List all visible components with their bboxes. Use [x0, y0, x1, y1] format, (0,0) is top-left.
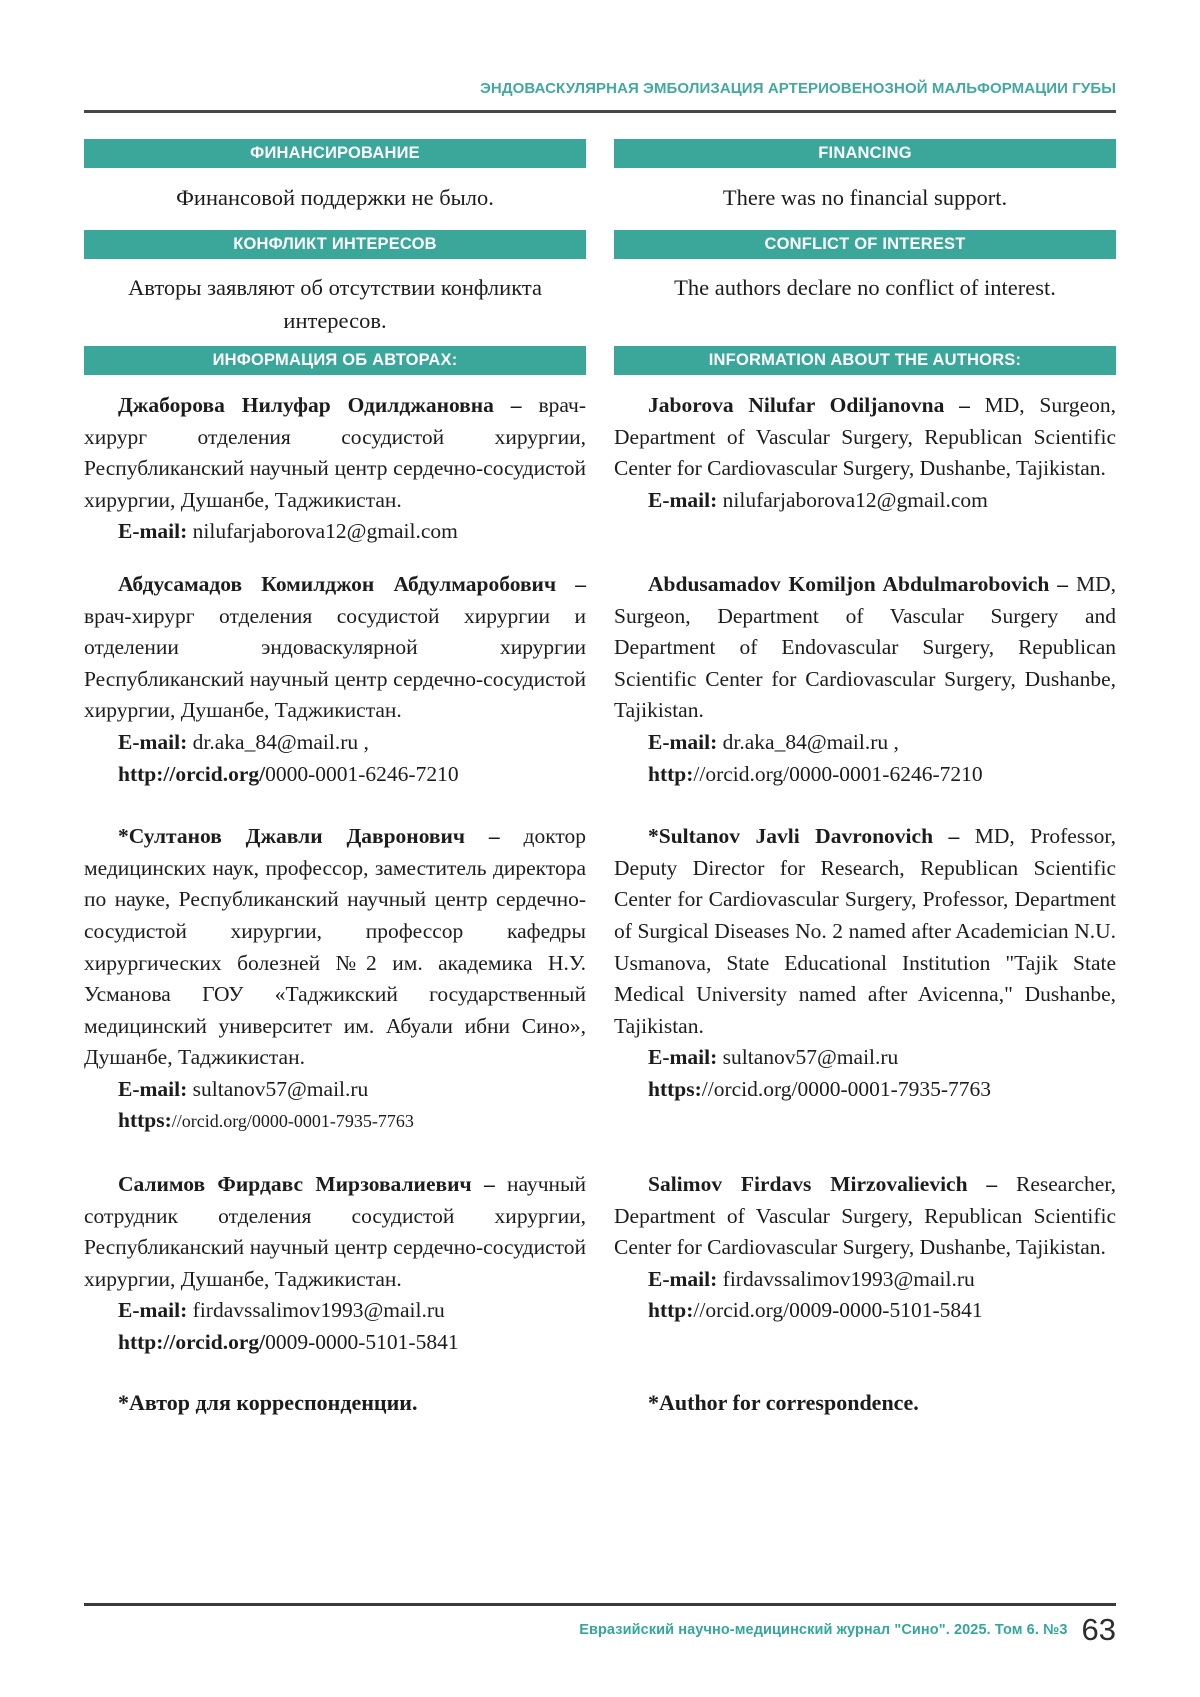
email-label: E-mail: — [648, 1045, 718, 1070]
orcid-value: //orcid.org/0009-0000-5101-5841 — [693, 1298, 983, 1323]
author-block-en — [614, 390, 1116, 516]
conflict-heading-en: CONFLICT OF INTEREST — [614, 230, 1116, 259]
author-block-ru — [84, 569, 586, 790]
email-line — [84, 1074, 586, 1106]
email-value: firdavssalimov1993@mail.ru — [722, 1266, 975, 1291]
author-bio: Jaborova Nilufar Odiljanovna – MD, Surgeon, Department of Vascular Surgery, Republican Scientific Center for Cardiovascular Surgery, Dushanbe, Tajikistan. — [614, 393, 1117, 481]
author-row-jaborova — [84, 390, 1116, 548]
financing-heading-row — [84, 139, 1116, 168]
email-value: dr.aka_84@mail.ru , — [722, 729, 899, 754]
email-value: firdavssalimov1993@mail.ru — [192, 1298, 445, 1323]
financing-statement-ru: Финансовой поддержки не было. — [176, 185, 494, 210]
email-line — [84, 727, 586, 759]
authors-info-heading-en: INFORMATION ABOUT THE AUTHORS: — [614, 346, 1116, 375]
correspondence-note-ru: *Автор для корреспонденции. — [118, 1389, 418, 1415]
orcid-value: 0000-0001-6246-7210 — [265, 761, 459, 786]
author-block-en — [614, 569, 1116, 790]
page-content — [84, 0, 1116, 1419]
author-bio: Abdusamadov Komiljon Abdulmarobovich – MD, Surgeon, Department of Vascular Surgery and Department of Endovascular Surgery, Republican Scientific Center for Cardiovascular Surgery, Dushanbe, Tajikistan. — [614, 571, 1117, 723]
author-bio: Абдусамадов Комилджон Абдулмаробович – врач-хирург отделения сосудистой хирургии и отделении эндоваскулярной хирургии Республиканский научный центр сердечно-сосудистой хирургии, Душанбе, Таджикистан. — [84, 571, 586, 723]
orcid-value: //orcid.org/0000-0001-6246-7210 — [693, 761, 983, 786]
author-name: Абдусамадов Комилджон Абдулмаробович – — [118, 571, 586, 596]
author-name: Jaborova Nilufar Odiljanovna – — [648, 393, 970, 417]
financing-statement-en: There was no financial support. — [722, 185, 1008, 210]
page-footer — [84, 1603, 1116, 1648]
email-line — [84, 516, 586, 548]
running-head: ЭНДОВАСКУЛЯРНАЯ ЭМБОЛИЗАЦИЯ АРТЕРИОВЕНОЗНОЙ МАЛЬФОРМАЦИИ ГУБЫ — [480, 80, 1116, 97]
correspondence-row — [84, 1387, 1116, 1419]
author-row-abdusamadov — [84, 569, 1116, 790]
journal-line: Евразийский научно-медицинский журнал "Сино". 2025. Том 6. №3 — [579, 1622, 1068, 1638]
correspondence-note-en: *Author for correspondence. — [648, 1389, 919, 1415]
author-name: *Sultanov Javli Davronovich – — [648, 824, 960, 849]
conflict-statement-row — [84, 259, 1116, 346]
author-block-en — [614, 821, 1116, 1105]
orcid-line: https://orcid.org/0000-0001-7935-7763 — [118, 1108, 414, 1133]
author-bio: *Султанов Джавли Давронович – доктор медицинских наук, профессор, заместитель директора по науке, Республиканский научный центр сердечно-сосудистой хирургии, профессор кафедры хирургических болезней №2 им. академика Н.У. Усманова ГОУ «Таджикский государственный медицинский университет им. Абуали ибни Сино», Душанбе, Таджикистан. — [84, 824, 586, 1070]
author-block-ru — [84, 390, 586, 548]
author-name: Abdusamadov Komiljon Abdulmarobovich – — [648, 571, 1069, 596]
orcid-value: 0009-0000-5101-5841 — [265, 1330, 459, 1355]
email-value: sultanov57@mail.ru — [192, 1076, 369, 1101]
email-label: E-mail: — [648, 729, 718, 754]
author-block-ru — [84, 821, 586, 1138]
page-number: 63 — [1081, 1612, 1116, 1647]
author-row-sultanov — [84, 821, 1116, 1138]
email-line — [614, 485, 1116, 517]
author-name: Салимов Фирдавс Мирзовалиевич – — [118, 1172, 495, 1197]
email-line — [84, 1295, 586, 1327]
author-name: *Султанов Джавли Давронович – — [118, 824, 500, 849]
author-name: Джаборова Нилуфар Одилджановна – — [118, 393, 522, 417]
author-name: Salimov Firdavs Mirzovalievich – — [648, 1172, 998, 1197]
conflict-heading-row — [84, 230, 1116, 259]
authors-info-heading-ru: ИНФОРМАЦИЯ ОБ АВТОРАХ: — [84, 346, 586, 375]
email-line — [614, 1264, 1116, 1296]
email-label: E-mail: — [118, 519, 188, 544]
orcid-line: http://orcid.org/0000-0001-6246-7210 — [648, 761, 983, 786]
email-label: E-mail: — [118, 1076, 188, 1101]
author-bio: Джаборова Нилуфар Одилджановна – врач-хирург отделения сосудистой хирургии, Республиканский научный центр сердечно-сосудистой хирургии, Душанбе, Таджикистан. — [84, 393, 586, 512]
email-value: dr.aka_84@mail.ru , — [192, 729, 369, 754]
author-block-ru — [84, 1169, 586, 1359]
financing-heading-ru: ФИНАНСИРОВАНИЕ — [84, 139, 586, 168]
author-block-en — [614, 1169, 1116, 1327]
authors-info-heading-row — [84, 346, 1116, 375]
email-label: E-mail: — [118, 729, 188, 754]
conflict-statement-en: The authors declare no conflict of interest. — [674, 275, 1056, 300]
email-label: E-mail: — [648, 1266, 718, 1291]
conflict-heading-ru: КОНФЛИКТ ИНТЕРЕСОВ — [84, 230, 586, 259]
email-label: E-mail: — [648, 487, 718, 512]
email-value: sultanov57@mail.ru — [722, 1045, 899, 1070]
email-label: E-mail: — [118, 1298, 188, 1323]
email-value: nilufarjaborova12@gmail.com — [722, 487, 988, 512]
orcid-line: http://orcid.org/0000-0001-6246-7210 — [118, 761, 459, 786]
header-divider — [84, 110, 1116, 113]
financing-heading-en: FINANCING — [614, 139, 1116, 168]
email-value: nilufarjaborova12@gmail.com — [192, 519, 458, 544]
author-bio: Salimov Firdavs Mirzovalievich – Researcher, Department of Vascular Surgery, Republican Scientific Center for Cardiovascular Surgery, Dushanbe, Tajikistan. — [614, 1172, 1116, 1260]
conflict-statement-ru: Авторы заявляют об отсутствии конфликта интересов. — [128, 275, 542, 333]
orcid-line: https://orcid.org/0000-0001-7935-7763 — [648, 1076, 991, 1101]
author-bio: Салимов Фирдавс Мирзовалиевич – научный сотрудник отделения сосудистой хирургии, Республиканский научный центр сердечно-сосудистой хирургии, Душанбе, Таджикистан. — [84, 1172, 587, 1291]
financing-statement-row — [84, 168, 1116, 230]
author-bio: *Sultanov Javli Davronovich – MD, Professor, Deputy Director for Research, Republican Scientific Center for Cardiovascular Surgery, Professor, Department of Surgical Diseases No. 2 named after Academician N.U. Usmanova, State Educational Institution "Tajik State Medical University named after Avicenna," Dushanbe, Tajikistan. — [614, 824, 1116, 1038]
orcid-line: http://orcid.org/0009-0000-5101-5841 — [648, 1298, 983, 1323]
orcid-value: //orcid.org/0000-0001-7935-7763 — [701, 1076, 991, 1101]
orcid-line: http://orcid.org/0009-0000-5101-5841 — [118, 1330, 459, 1355]
author-row-salimov — [84, 1169, 1116, 1359]
footer-divider — [84, 1603, 1116, 1606]
email-line — [614, 727, 1116, 759]
email-line — [614, 1042, 1116, 1074]
footer-row — [84, 1612, 1116, 1648]
orcid-value: //orcid.org/0000-0001-7935-7763 — [171, 1111, 414, 1132]
